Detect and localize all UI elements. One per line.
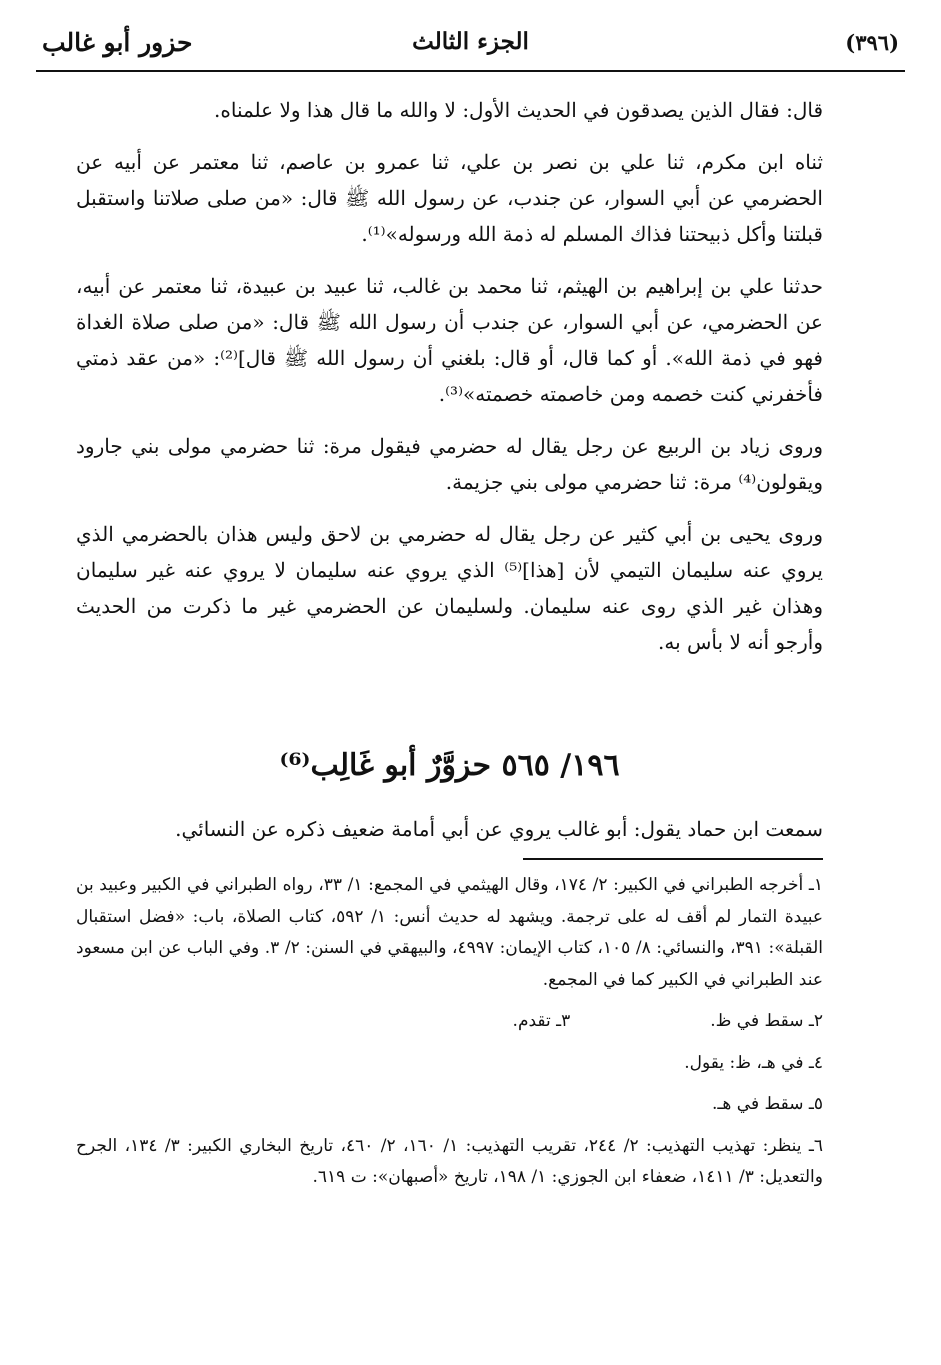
entry-text: سمعت ابن حماد يقول: أبو غالب يروي عن أبي أمامة ضعيف ذكره عن النسائي. bbox=[175, 817, 823, 841]
paragraph-1: قال: فقال الذين يصدقون في الحديث الأول: لا والله ما قال هذا ولا علمناه. bbox=[214, 98, 823, 122]
paragraph-4: وروى زياد بن الربيع عن رجل يقال له حضرمي فيقول مرة: ثنا حضرمي مولى بني جارود ويقولون⁽⁴⁾ مرة: ثنا حضرمي مولى بني جزيمة. bbox=[76, 434, 823, 494]
page-number: (٣٩٦) bbox=[845, 30, 899, 55]
paragraph-3: حدثنا علي بن إبراهيم بن الهيثم، ثنا محمد بن غالب، ثنا عبيد بن عبيدة، ثنا معتمر عن أبيه، عن الحضرمي، عن أبي السوار، عن جندب أن رسول الله ﷺ قال: «من صلى صلاة الغداة فهو في ذمة الله». أو كما قال، أو قال: بلغني أن رسول الله ﷺ قال]⁽²⁾: «من عقد ذمتي فأخفرني كنت خصمه ومن خاصمته خصمته»⁽³⁾. bbox=[76, 274, 823, 406]
header-rule bbox=[36, 70, 905, 72]
main-text bbox=[76, 92, 823, 676]
footnote-2: ٢ـ سقط في ظ. bbox=[710, 1011, 823, 1031]
page-header bbox=[36, 22, 905, 74]
footnotes bbox=[76, 870, 823, 1204]
footnote-4: ٤ـ في هـ، ظ: يقول. bbox=[684, 1052, 823, 1073]
paragraph-5: وروى يحيى بن أبي كثير عن رجل يقال له حضرمي بن لاحق وليس هذان بالحضرمي الذي يروي عنه سليمان التيمي لأن [هذا]⁽⁵⁾ الذي يروي عنه سليمان لا يروي عنه غير سليمان وهذان غير الذي روى عنه سليمان. ولسليمان عن الحضرمي غير ما ذكرت من الحديث وأرجو أنه لا بأس به. bbox=[76, 522, 823, 654]
running-head-volume: الجزء الثالث bbox=[412, 28, 529, 55]
running-head-entry: حزور أبو غالب bbox=[42, 28, 193, 57]
paragraph-2: ثناه ابن مكرم، ثنا علي بن نصر بن علي، ثنا عمرو بن عاصم، ثنا معتمر عن أبيه عن الحضرمي عن أبي السوار، عن جندب، عن رسول الله ﷺ قال: «من صلى صلاتنا واستقبل قبلتنا وأكل ذبيحتنا فذاك المسلم له ذمة الله ورسوله»⁽¹⁾. bbox=[76, 150, 823, 246]
footnote-3: ٣ـ تقدم. bbox=[512, 1011, 571, 1031]
entry-heading: ١٩٦/ ٥٦٥ حزوَّرٌ أبو غَالِب⁽⁶⁾ bbox=[279, 748, 620, 783]
footnote-separator bbox=[523, 858, 823, 860]
footnote-row-2-3 bbox=[76, 1006, 823, 1038]
footnote-1: ١ـ أخرجه الطبراني في الكبير: ٢/ ١٧٤، وقال الهيثمي في المجمع: ١/ ٣٣، رواه الطبراني في الكبير وعبيد بن عبيدة التمار لم أقف له على ترجمة. ويشهد له حديث أنس: ١/ ٥٩٢، كتاب الصلاة، باب: «فضل استقبال القبلة»: ٣٩١، والنسائي: ٨/ ١٠٥، كتاب الإيمان: ٤٩٩٧، والبيهقي في السنن: ٢/ ٣. وفي الباب عن ابن مسعود عند الطبراني في الكبير كما في المجمع. bbox=[76, 875, 823, 990]
footnote-6: ٦ـ ينظر: تهذيب التهذيب: ٢/ ٢٤٤، تقريب التهذيب: ١/ ١٦٠، ٢/ ٤٦٠، تاريخ البخاري الكبير: ٣/ ١٣٤، الجرح والتعديل: ٣/ ١٤١١، ضعفاء ابن الجوزي: ١/ ١٩٨، تاريخ «أصبهان»: ت ٦١٩. bbox=[76, 1135, 824, 1187]
footnote-5: ٥ـ سقط في هـ. bbox=[712, 1094, 823, 1114]
